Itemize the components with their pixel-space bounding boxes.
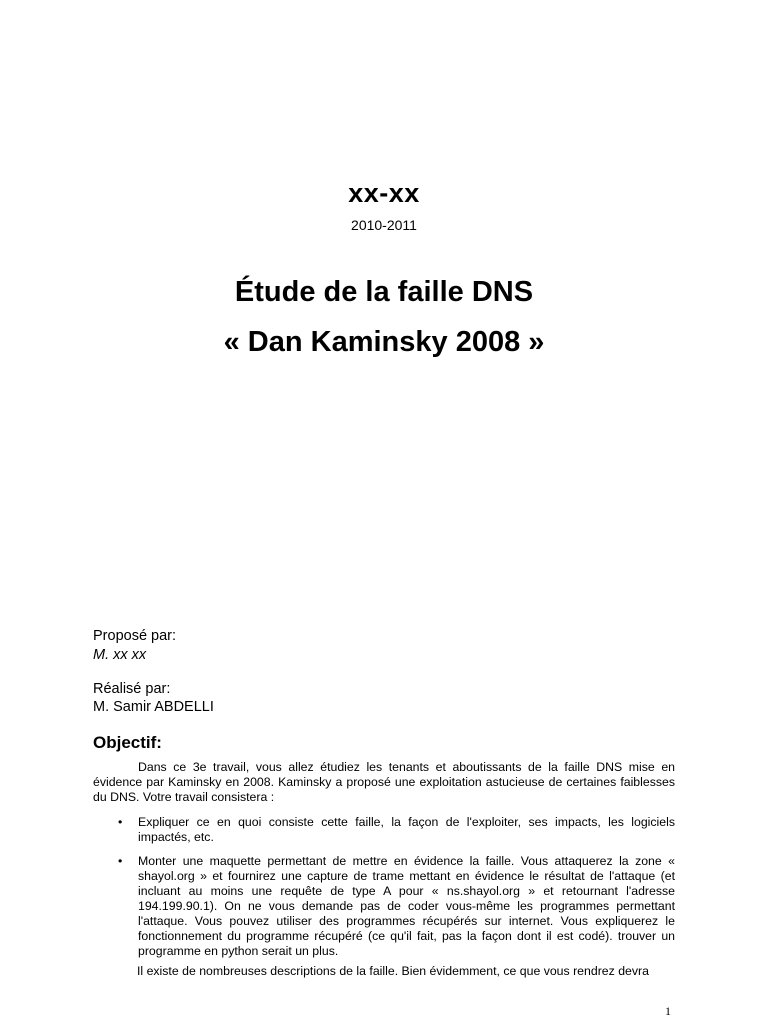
objective-intro-paragraph: Dans ce 3e travail, vous allez étudiez les tenants et aboutissants de la faille DNS mise en évidence par Kaminsky en 2008. Kaminsky a proposé une exploitation astucieuse de certaines faiblesses du DNS. Votre travail consistera : [93, 760, 675, 804]
proposed-by-name: M. xx xx [93, 647, 147, 663]
realized-by-label: Réalisé par: [93, 681, 171, 697]
bullet-icon: • [118, 854, 123, 868]
list-item [93, 854, 675, 959]
document-subtitle: « Dan Kaminsky 2008 » [223, 326, 545, 358]
objective-heading: Objectif: [93, 733, 162, 752]
academic-year: 2010-2011 [351, 217, 417, 233]
objective-bullet-list [93, 815, 675, 845]
objective-bullet-list [93, 854, 675, 959]
document-title: Étude de la faille DNS [234, 276, 534, 308]
realized-by-name: M. Samir ABDELLI [93, 699, 214, 715]
bullet-text: Monter une maquette permettant de mettre en évidence la faille. Vous attaquerez la zone « shayol.org » et fournirez une capture de trame mettant en évidence le résultat de l'attaque (et incluant au moins une requête de type A pour « ns.shayol.org » et retournant l'adresse 194.199.90.1). On ne vous demande pas de coder vous-même les programmes permettant l'attaque. Vous pouvez utiliser des programmes récupérés sur internet. Vous expliquerez le fonctionnement du programme récupéré (ce qu'il fait, pas la façon dont il est codé). trouver un programme en python serait un plus. [138, 854, 675, 958]
bullet-icon: • [118, 815, 123, 829]
page-number: 1 [665, 1004, 671, 1018]
closing-paragraph: Il existe de nombreuses descriptions de la faille. Bien évidemment, ce que vous rendrez devra [137, 964, 649, 978]
organization-name: xx-xx [348, 178, 420, 208]
list-item [93, 815, 675, 845]
proposed-by-label: Proposé par: [93, 628, 177, 644]
bullet-text: Expliquer ce en quoi consiste cette faille, la façon de l'exploiter, ses impacts, les logiciels impactés, etc. [138, 815, 675, 844]
